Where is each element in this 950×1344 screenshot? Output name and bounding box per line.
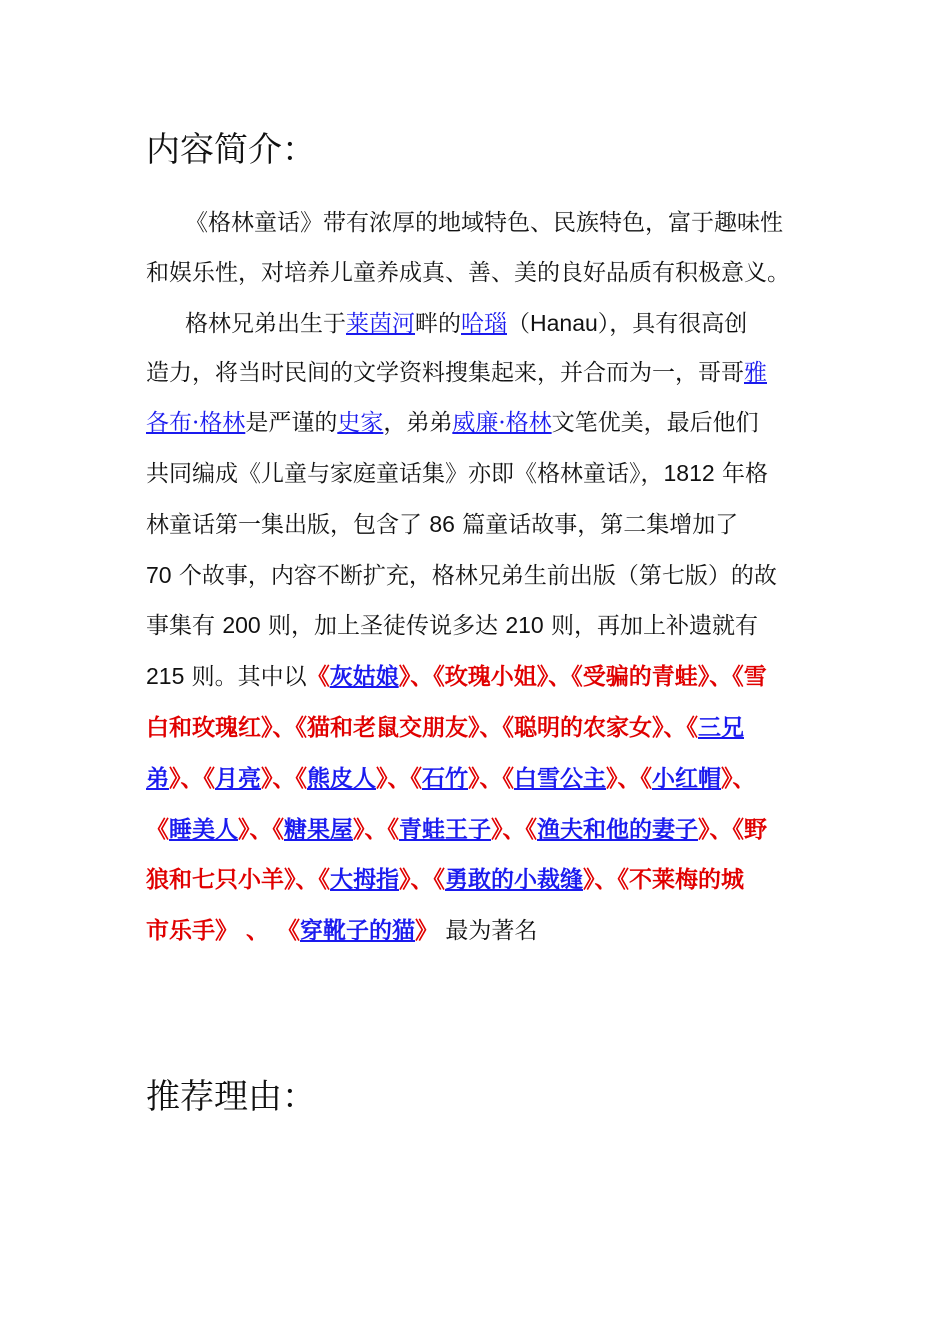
para2-line13 [146, 918, 537, 944]
intro-paragraph-1 [146, 199, 808, 299]
para2-line10: 弟》、《月亮》、《熊皮人》、《石竹》、《白雪公主》、《小红帽》、 [146, 764, 756, 792]
para2-line11: 《睡美人》、《糖果屋》、《青蛙王子》、《渔夫和他的妻子》、《野 [146, 815, 767, 843]
title-cat-mouse: 猫和老鼠交朋友 [307, 713, 468, 741]
link-brave-tailor[interactable]: 勇敢的小裁缝 [445, 866, 583, 894]
text-ending: 最为著名 [438, 918, 538, 945]
title-snow-rose-cont: 白和玫瑰红 [146, 713, 261, 741]
link-historian[interactable]: 史家 [337, 410, 384, 437]
number-70: 70 [146, 561, 172, 588]
para2-line7 [146, 613, 758, 639]
title-snow-rose: 雪 [743, 663, 767, 691]
para2-line5 [146, 512, 738, 538]
link-frog-prince[interactable]: 青蛙王子 [399, 815, 491, 843]
text: 则，加上圣徒传说多达 [260, 613, 506, 640]
intro-body [146, 199, 808, 957]
text: 是严谨的 [245, 410, 338, 437]
title-frog-fooled: 受骗的青蛙 [582, 663, 698, 691]
text: 个故事，内容不断扩充，格林兄弟生前出版（第七版）的故 [171, 562, 777, 589]
link-fisherman-wife[interactable]: 渔夫和他的妻子 [537, 815, 698, 843]
text: 畔的 [415, 310, 461, 337]
link-cinderella[interactable]: 灰姑娘 [329, 663, 399, 691]
text: 事集有 [146, 613, 223, 640]
text: ，弟弟 [383, 410, 453, 437]
para2-line8 [146, 664, 767, 690]
text: 造力，将当时民间的文学资料搜集起来，并合而为一，哥哥 [146, 360, 744, 387]
intro-paragraph-2 [146, 299, 808, 957]
title-wolf-kids-cont: 狼和七只小羊 [146, 866, 284, 894]
para2-line6 [146, 563, 777, 589]
number-86: 86 [429, 510, 455, 537]
text: 共同编成《儿童与家庭童话集》亦即《格林童话》， [146, 460, 664, 487]
text: 则。其中以 [184, 664, 307, 691]
text: 格林兄弟出生于 [185, 310, 346, 337]
para2-line4 [146, 461, 768, 487]
link-candy-house[interactable]: 糖果屋 [284, 815, 353, 843]
section-heading-reason: 推荐理由： [146, 1077, 316, 1117]
text: 年格 [714, 460, 768, 487]
link-hanau[interactable]: 哈瑙 [461, 310, 507, 337]
link-puss-in-boots[interactable]: 穿靴子的猫 [300, 917, 416, 945]
hanau-latin-name: Hanau [530, 309, 598, 336]
text: ），具有很高创 [597, 310, 748, 337]
link-three-brothers-cont[interactable]: 弟 [146, 764, 169, 792]
link-red-riding-hood[interactable]: 小红帽 [652, 764, 721, 792]
para2-line3 [146, 410, 759, 436]
para2-line12: 狼和七只小羊》、《大拇指》、《勇敢的小裁缝》、《不莱梅的城 [146, 866, 744, 894]
link-moon[interactable]: 月亮 [215, 764, 261, 792]
number-200: 200 [222, 612, 261, 639]
link-three-brothers[interactable]: 三兄 [698, 713, 744, 741]
link-bearskin[interactable]: 熊皮人 [307, 764, 376, 792]
link-tom-thumb[interactable]: 大拇指 [330, 866, 399, 894]
text: 文笔优美，最后他们 [551, 410, 759, 437]
para2-line9: 白和玫瑰红》、《猫和老鼠交朋友》、《聪明的农家女》、《三兄 [146, 713, 744, 741]
story-list-red: 《灰姑娘》、《玫瑰小姐》、《受骗的青蛙》、《雪 [306, 663, 767, 691]
title-bremen-cont: 市乐手 [146, 917, 215, 945]
para2-line1 [185, 311, 747, 337]
para1-line2: 和娱乐性，对培养儿童养成真、善、美的良好品质有积极意义。 [146, 259, 790, 286]
title-wolf-kids: 野 [744, 815, 767, 843]
para1-line1: 《格林童话》带有浓厚的地域特色、民族特色，富于趣味性 [185, 210, 783, 236]
year-1812: 1812 [663, 459, 715, 486]
link-wilhelm-grimm[interactable]: 威廉·格林 [452, 410, 552, 437]
number-215: 215 [146, 663, 185, 690]
title-clever-girl: 聪明的农家女 [514, 713, 652, 741]
para2-line2 [146, 360, 767, 386]
text: 则，再加上补遗就有 [543, 613, 758, 640]
title-rose-miss: 玫瑰小姐 [444, 663, 537, 691]
text: （ [507, 310, 530, 337]
text: 篇童话故事，第二集增加了 [454, 511, 739, 538]
link-jacob-grimm[interactable]: 雅 [744, 360, 767, 387]
title-bremen: 不莱梅的城 [629, 866, 744, 894]
text: 林童话第一集出版，包含了 [146, 511, 430, 538]
link-snow-white[interactable]: 白雪公主 [514, 764, 606, 792]
link-rhine-river[interactable]: 莱茵河 [346, 310, 415, 337]
link-bamboo[interactable]: 石竹 [422, 764, 468, 792]
section-heading-intro: 内容简介： [146, 130, 316, 170]
number-210: 210 [505, 612, 544, 639]
link-jacob-grimm-cont[interactable]: 各布·格林 [146, 410, 246, 437]
story-list-red-end: 市乐手》 、 《穿靴子的猫》 [146, 917, 439, 945]
link-sleeping-beauty[interactable]: 睡美人 [169, 815, 238, 843]
